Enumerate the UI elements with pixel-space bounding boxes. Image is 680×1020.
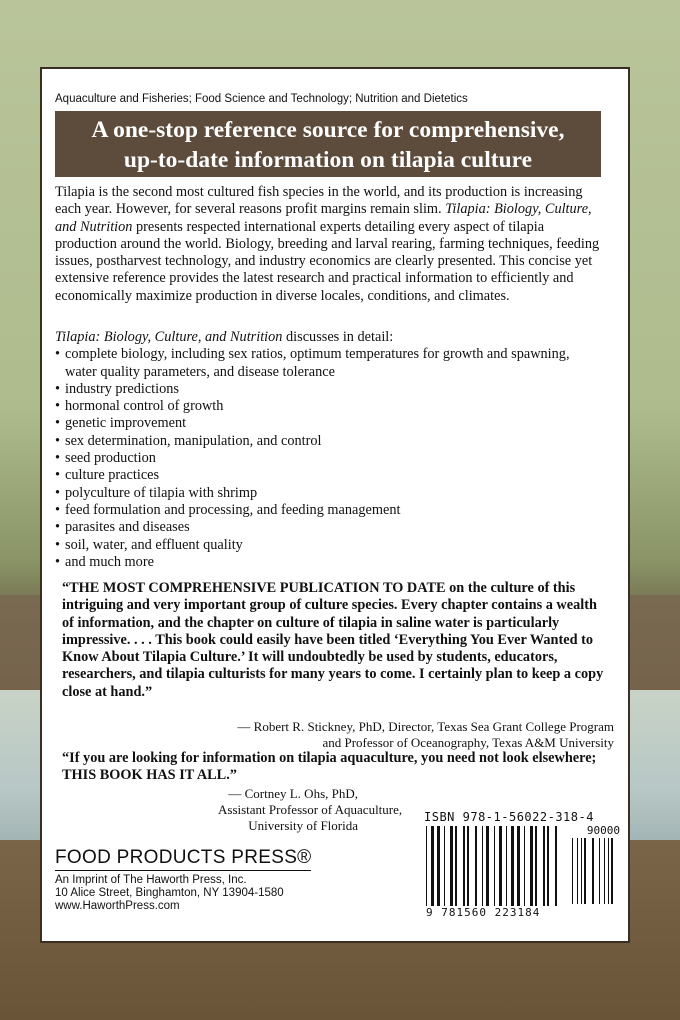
barcode-bar (450, 826, 453, 906)
review-quote-ohs: “If you are looking for information on tilapia aquaculture, you need not look elsewhere; THIS BOOK HAS IT ALL.” (62, 750, 597, 784)
barcode-bar (511, 826, 514, 906)
discuss-section (55, 329, 603, 571)
barcode-bar (455, 826, 457, 906)
list-item: • sex determination, manipulation, and control (55, 433, 603, 450)
barcode-bar (437, 826, 440, 906)
headline-line-1: A one-stop reference source for comprehensive, (91, 117, 565, 143)
isbn-text: ISBN 978-1-56022-318-4 (424, 810, 594, 824)
list-item: • feed formulation and processing, and feeding management (55, 502, 603, 519)
barcode-bar (547, 826, 549, 906)
subject-categories: Aquaculture and Fisheries; Food Science and Technology; Nutrition and Dietetics (55, 93, 468, 105)
barcode-bar (431, 826, 434, 906)
publisher-imprint: An Imprint of The Haworth Press, Inc. (55, 874, 247, 886)
topic-list (55, 346, 603, 571)
list-item: • hormonal control of growth (55, 398, 603, 415)
attribution-line: University of Florida (248, 818, 358, 833)
barcode-bar (599, 838, 600, 904)
barcode-bar (581, 838, 582, 904)
review-attribution-stickney (237, 719, 614, 751)
list-item: • genetic improvement (55, 415, 603, 432)
barcode-bar (467, 826, 469, 906)
list-item: • soil, water, and effluent quality (55, 537, 603, 554)
list-item: • industry predictions (55, 381, 603, 398)
ean-barcode (424, 826, 564, 918)
discuss-book-title: Tilapia: Biology, Culture, and Nutrition (55, 329, 283, 345)
barcode-bar (486, 826, 489, 906)
attribution-line: and Professor of Oceanography, Texas A&M University (322, 735, 614, 750)
barcode-bar (535, 826, 537, 906)
attribution-line: — Robert R. Stickney, PhD, Director, Texas Sea Grant College Program (237, 719, 614, 734)
review-attribution-ohs (218, 786, 403, 834)
barcode-bar (475, 826, 477, 906)
list-item: • and much more (55, 554, 603, 571)
publisher-address: 10 Alice Street, Binghamton, NY 13904-1580 (55, 887, 284, 899)
list-item: • culture practices (55, 467, 603, 484)
barcode-bar (499, 826, 502, 906)
barcode-bar (494, 826, 495, 906)
attribution-line: — Cortney L. Ohs, PhD, (228, 786, 358, 801)
list-item: • complete biology, including sex ratios, optimum temperatures for growth and spawning, water quality parameters, and disease tolerance (55, 346, 603, 381)
barcode-bar (604, 838, 605, 904)
list-item: • polyculture of tilapia with shrimp (55, 485, 603, 502)
barcode-bar (444, 826, 445, 906)
barcode-bar (611, 838, 613, 904)
barcode-bar (463, 826, 465, 906)
barcode-bar (572, 838, 573, 904)
barcode-block (424, 810, 620, 919)
barcode-bar (584, 838, 586, 904)
ean-number: 9 781560 223184 (426, 906, 541, 919)
barcode-bar (482, 826, 483, 906)
publisher-website: www.HaworthPress.com (55, 900, 180, 912)
headline-banner (55, 111, 601, 177)
discuss-lead: discusses in detail: (282, 329, 394, 345)
intro-text (55, 184, 603, 305)
addon-number: 90000 (586, 824, 620, 837)
barcode-bar (530, 826, 533, 906)
review-quote-stickney: “THE MOST COMPREHENSIVE PUBLICATION TO DATE on the culture of this intriguing and very important group of culture species. Every chapter contains a wealth of information, and the chapter on culture of tilapia in saline water is particularly impressive. . . . This book could easily have been titled ‘Everything You Ever Wanted to Know About Tilapia Culture.’ It will undoubtedly be used by students, educators, researchers, and tilapia culturists for many years to come. I certainly plan to keep a copy close at hand.” (62, 580, 604, 700)
addon-barcode (570, 838, 620, 908)
intro-book-title: Tilapia: Biology, Culture, and Nutrition (55, 201, 592, 235)
list-item: • seed production (55, 450, 603, 467)
back-cover-panel (42, 69, 628, 941)
barcode-bar (577, 838, 578, 904)
barcode-bar (524, 826, 525, 906)
list-item: • parasites and diseases (55, 519, 603, 536)
barcode-bar (517, 826, 520, 906)
barcode-bar (608, 838, 609, 904)
publisher-block (55, 847, 311, 913)
publisher-logo-text: FOOD PRODUCTS PRESS® (55, 847, 311, 871)
attribution-line: Assistant Professor of Aquaculture, (218, 802, 403, 817)
intro-paragraph-1: Tilapia is the second most cultured fish species in the world, and its production is increasing each year. However, for several reasons profit margins remain slim. (55, 184, 583, 218)
barcode-bar (555, 826, 557, 906)
barcode-bar (426, 826, 427, 906)
intro-paragraph-2: presents respected international experts detailing every aspect of tilapia production around the world. Biology, breeding and larval rearing, farming techniques, feeding issues, postharvest technology, and industry economics are clearly presented. This concise yet extensive reference provides the latest research and practical information to efficiently and economically maximize production in diverse locales, conditions, and climates. (55, 218, 600, 304)
barcode-bar (506, 826, 507, 906)
headline-line-2: up-to-date information on tilapia culture (123, 147, 533, 173)
barcode-bar (592, 838, 594, 904)
barcode-bar (543, 826, 545, 906)
